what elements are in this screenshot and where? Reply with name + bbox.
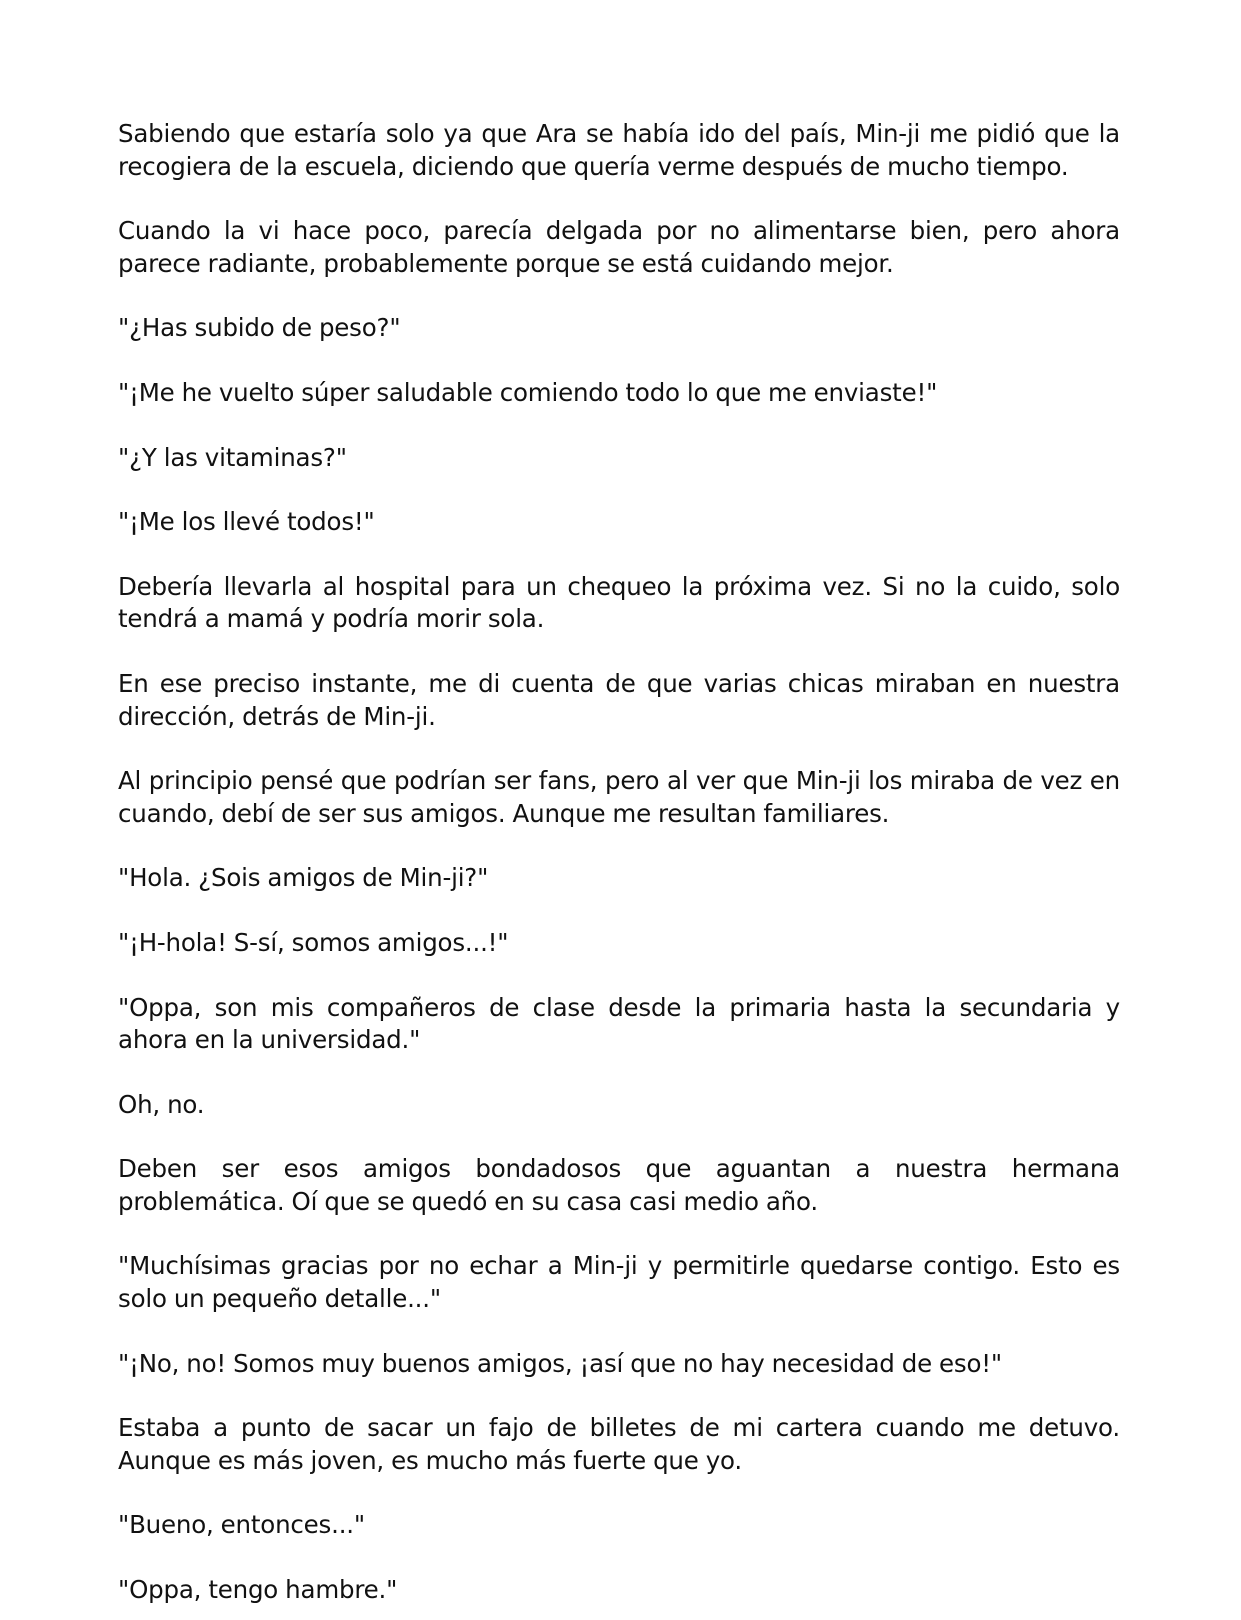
paragraph: "Bueno, entonces..." — [118, 1510, 365, 1540]
paragraph: Cuando la vi hace poco, parecía delgada por no alimentarse bien, pero ahora parece radiante, probablemente porque se está cuidando mejor. — [118, 216, 1120, 278]
paragraph: "¡H-hola! S-sí, somos amigos...!" — [118, 927, 509, 957]
paragraph: "Muchísimas gracias por no echar a Min-ji y permitirle quedarse contigo. Esto es solo un pequeño detalle..." — [118, 1251, 1120, 1314]
paragraph: "Oppa, son mis compañeros de clase desde la primaria hasta la secundaria y ahora en la universidad." — [118, 992, 1120, 1055]
paragraph: "Hola. ¿Sois amigos de Min-ji?" — [118, 863, 489, 893]
paragraph: "¡No, no! Somos muy buenos amigos, ¡así que no hay necesidad de eso!" — [118, 1348, 1002, 1378]
paragraph: "¡Me los llevé todos!" — [118, 507, 375, 537]
paragraph: "Oppa, tengo hambre." — [118, 1575, 398, 1605]
paragraph: Sabiendo que estaría solo ya que Ara se había ido del país, Min-ji me pidió que la recogiera de la escuela, diciendo que quería verme después de mucho tiempo. — [118, 119, 1120, 181]
paragraph: Oh, no. — [118, 1089, 205, 1119]
paragraph: Al principio pensé que podrían ser fans, pero al ver que Min-ji los miraba de vez en cuando, debí de ser sus amigos. Aunque me resultan familiares. — [118, 766, 1120, 828]
paragraph: "¡Me he vuelto súper saludable comiendo todo lo que me enviaste!" — [118, 377, 938, 407]
paragraph: Deben ser esos amigos bondadosos que aguantan a nuestra hermana problemática. Oí que se quedó en su casa casi medio año. — [118, 1154, 1120, 1216]
paragraph: Debería llevarla al hospital para un chequeo la próxima vez. Si no la cuido, solo tendrá a mamá y podría morir sola. — [118, 571, 1120, 634]
paragraph: Estaba a punto de sacar un fajo de billetes de mi cartera cuando me detuvo. Aunque es más joven, es mucho más fuerte que yo. — [118, 1413, 1120, 1475]
document-page — [118, 118, 1120, 1620]
paragraph: "¿Has subido de peso?" — [118, 313, 401, 343]
paragraph: En ese preciso instante, me di cuenta de que varias chicas miraban en nuestra dirección, detrás de Min-ji. — [118, 668, 1120, 731]
paragraph: "¿Y las vitaminas?" — [118, 442, 347, 472]
